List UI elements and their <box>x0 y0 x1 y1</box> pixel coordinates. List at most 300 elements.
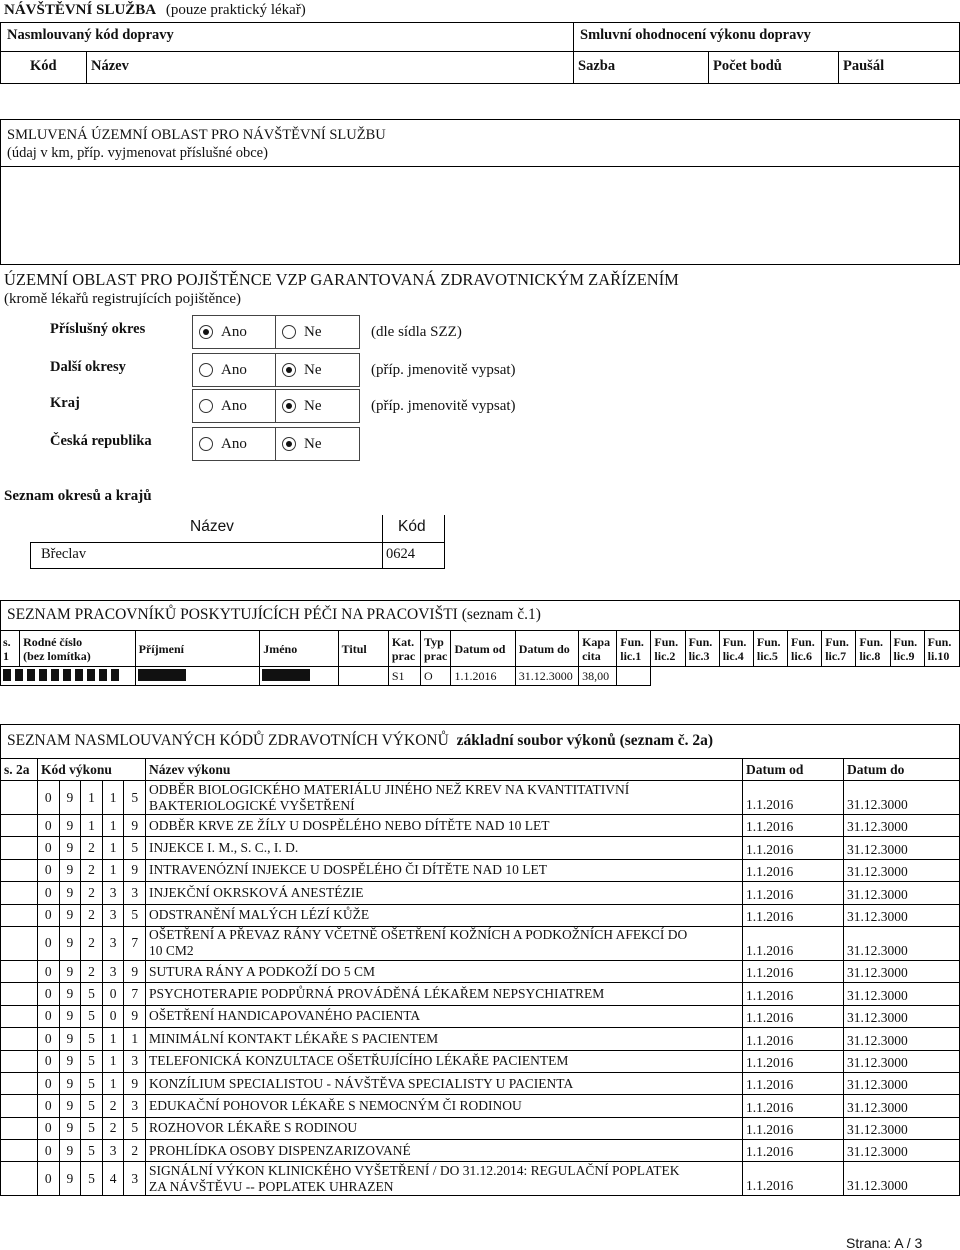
radio-ne-label: Ne <box>304 435 322 452</box>
cell-datum-od: 1.1.2016 <box>743 859 844 881</box>
radio-ne[interactable] <box>276 389 360 423</box>
kody-title <box>7 732 713 750</box>
cell-s2a <box>1 983 38 1005</box>
cell-datum-do: 31.12.3000 <box>844 1005 960 1027</box>
redacted-block <box>111 669 119 681</box>
cell-s2a <box>1 926 38 960</box>
code-digit: 1 <box>102 859 124 881</box>
code-digit: 3 <box>124 882 146 904</box>
redacted-prijmeni <box>135 667 260 686</box>
h-rc1: Rodné číslo <box>23 634 83 649</box>
code-digit: 5 <box>124 837 146 859</box>
h-fun-1 <box>617 631 651 667</box>
code-digit: 9 <box>124 1072 146 1094</box>
code-digit: 9 <box>124 859 146 881</box>
cell-datum-do: 31.12.3000 <box>844 837 960 859</box>
h-nazev-vykonu: Název výkonu <box>146 759 743 781</box>
redacted-block <box>99 669 107 681</box>
cell-s2a <box>1 1005 38 1027</box>
radio-ano-label: Ano <box>221 361 247 378</box>
code-digit: 9 <box>59 1005 81 1027</box>
code-digit: 9 <box>59 1095 81 1117</box>
cell-nazev-vykonu <box>146 837 743 859</box>
code-digit: 9 <box>124 815 146 837</box>
radio-ne[interactable] <box>276 353 360 387</box>
code-digit: 5 <box>81 1095 103 1117</box>
h-datum-od: Datum od <box>743 759 844 781</box>
redacted-block <box>27 669 35 681</box>
nazev-line1: SIGNÁLNÍ VÝKON KLINICKÉHO VYŠETŘENÍ / DO 31.12.2014: REGULAČNÍ POPLATEK <box>149 1162 680 1178</box>
redacted-block <box>15 669 23 681</box>
code-digit: 9 <box>59 1050 81 1072</box>
cell-datum-od: 1.1.2016 <box>743 1140 844 1162</box>
radio-group-dalsi-okresy <box>192 353 360 387</box>
code-digit: 0 <box>38 882 60 904</box>
cell-datum-do: 31.12.3000 <box>844 983 960 1005</box>
h-fun-6 <box>788 631 822 667</box>
smluvena-line2: (údaj v km, příp. vyjmenovat příslušné obce) <box>7 145 268 161</box>
h-rc2: (bez lomítka) <box>23 648 91 663</box>
pracovnici-title: SEZNAM PRACOVNÍKŮ POSKYTUJÍCÍCH PÉČI NA PRACOVIŠTI (seznam č.1) <box>7 606 541 623</box>
code-digit: 3 <box>102 904 124 926</box>
code-digit: 9 <box>124 1005 146 1027</box>
code-digit: 9 <box>59 1140 81 1162</box>
cell-datum-od: 1.1.2016 <box>743 1095 844 1117</box>
code-digit: 0 <box>38 1050 60 1072</box>
code-digit: 0 <box>38 859 60 881</box>
radio-empty-icon <box>199 363 213 377</box>
radio-group-cr <box>192 427 360 461</box>
empty-area <box>651 667 960 686</box>
datum-od-cell: 1.1.2016 <box>451 667 515 686</box>
cell-datum-do: 31.12.3000 <box>844 1095 960 1117</box>
radio-empty-icon <box>199 437 213 451</box>
smluvena-oblast-label <box>7 126 386 162</box>
radio-selected-icon <box>282 437 296 451</box>
h-kapa1: Kapa <box>582 634 611 649</box>
h-datum-do: Datum do <box>515 631 578 667</box>
h-datum-od: Datum od <box>451 631 515 667</box>
code-digit: 9 <box>59 1028 81 1050</box>
redacted-block <box>51 669 59 681</box>
lic: li.10 <box>927 648 950 663</box>
note-jmenovite-2: (příp. jmenovitě vypsat) <box>371 398 516 414</box>
code-digit: 5 <box>81 1162 103 1196</box>
code-digit: 0 <box>38 837 60 859</box>
table-row <box>1 960 960 982</box>
code-digit: 2 <box>81 859 103 881</box>
cell-nazev-vykonu <box>146 1117 743 1139</box>
code-digit: 5 <box>81 1140 103 1162</box>
table-row <box>1 781 960 815</box>
h-s1 <box>1 631 20 667</box>
cell-datum-do: 31.12.3000 <box>844 1072 960 1094</box>
code-digit: 3 <box>102 1140 124 1162</box>
code-digit: 9 <box>59 1072 81 1094</box>
fun: Fun. <box>893 634 918 649</box>
kody-title-normal: SEZNAM NASMLOUVANÝCH KÓDŮ ZDRAVOTNÍCH VÝKONŮ <box>7 732 449 749</box>
code-digit: 5 <box>124 904 146 926</box>
kat-cell: S1 <box>388 667 420 686</box>
h-fun-10 <box>924 631 959 667</box>
h-fun-5 <box>753 631 787 667</box>
code-digit: 2 <box>81 960 103 982</box>
lic: lic.5 <box>756 648 778 663</box>
radio-ano[interactable] <box>192 315 276 349</box>
code-digit: 0 <box>38 983 60 1005</box>
code-digit: 0 <box>38 904 60 926</box>
titul-cell <box>338 667 388 686</box>
nazev-line1: TELEFONICKÁ KONZULTACE OŠETŘUJÍCÍHO LÉKAŘE PACIENTEM <box>149 1053 569 1069</box>
cell-s2a <box>1 1095 38 1117</box>
radio-group-prislusny-okres <box>192 315 360 349</box>
col-pausal: Paušál <box>843 58 885 74</box>
cell-nazev-vykonu <box>146 882 743 904</box>
table-row <box>1 1072 960 1094</box>
cell-datum-od: 1.1.2016 <box>743 1005 844 1027</box>
code-digit: 0 <box>102 1005 124 1027</box>
nazev-line1: ODBĚR BIOLOGICKÉHO MATERIÁLU JINÉHO NEŽ KREV NA KVANTITATIVNÍ <box>149 781 630 797</box>
cell-datum-do: 31.12.3000 <box>844 815 960 837</box>
radio-ano-label: Ano <box>221 435 247 452</box>
code-digit: 3 <box>124 1095 146 1117</box>
cell-nazev-vykonu <box>146 1028 743 1050</box>
code-digit: 9 <box>59 926 81 960</box>
h-typ2: prac <box>424 648 448 663</box>
label-dalsi-okresy: Další okresy <box>50 359 126 375</box>
cell-datum-od: 1.1.2016 <box>743 1117 844 1139</box>
redacted-block <box>75 669 83 681</box>
nazev-line1: PROHLÍDKA OSOBY DISPENZARIZOVANÉ <box>149 1142 411 1158</box>
table-row <box>1 1095 960 1117</box>
cell-datum-od: 1.1.2016 <box>743 926 844 960</box>
code-digit: 1 <box>102 1028 124 1050</box>
cell-datum-od: 1.1.2016 <box>743 1072 844 1094</box>
fun: Fun. <box>620 634 644 649</box>
h-fun-4 <box>719 631 753 667</box>
fun: Fun. <box>654 634 679 649</box>
code-digit: 5 <box>124 1117 146 1139</box>
cell-datum-do: 31.12.3000 <box>844 904 960 926</box>
cell-nazev-vykonu <box>146 1162 743 1196</box>
cell-nazev-vykonu <box>146 1005 743 1027</box>
cell-datum-do: 31.12.3000 <box>844 882 960 904</box>
cell-datum-do: 31.12.3000 <box>844 926 960 960</box>
code-digit: 9 <box>59 1162 81 1196</box>
nazev-line1: OŠETŘENÍ A PŘEVAZ RÁNY VČETNĚ OŠETŘENÍ KOŽNÍCH A PODKOŽNÍCH AFEKCÍ DO <box>149 927 688 943</box>
cell-s2a <box>1 960 38 982</box>
nazev-line1: ROZHOVOR LÉKAŘE S RODINOU <box>149 1120 358 1136</box>
fun: Fun. <box>756 634 781 649</box>
radio-group-kraj <box>192 389 360 423</box>
fun-cell <box>617 667 651 686</box>
code-digit: 5 <box>81 1028 103 1050</box>
code-digit: 1 <box>102 1050 124 1072</box>
code-digit: 5 <box>81 1005 103 1027</box>
h-prijmeni: Příjmení <box>135 631 260 667</box>
h-fun-2 <box>651 631 685 667</box>
h-titul: Titul <box>338 631 388 667</box>
code-digit: 0 <box>38 926 60 960</box>
h-typ1: Typ <box>424 634 444 649</box>
cell-s2a <box>1 859 38 881</box>
cell-datum-do: 31.12.3000 <box>844 1050 960 1072</box>
table-row <box>1 1050 960 1072</box>
nazev-line2: ZA NÁVŠTĚVU -- POPLATEK UHRAZEN <box>149 1178 394 1194</box>
datum-do-cell: 31.12.3000 <box>515 667 578 686</box>
radio-ano[interactable] <box>192 389 276 423</box>
lic: lic.4 <box>722 648 744 663</box>
cell-datum-od: 1.1.2016 <box>743 904 844 926</box>
nazev-line1: OŠETŘENÍ HANDICAPOVANÉHO PACIENTA <box>149 1008 421 1024</box>
table-row <box>1 882 960 904</box>
cell-datum-do: 31.12.3000 <box>844 1140 960 1162</box>
cell-s2a <box>1 1028 38 1050</box>
cell-nazev-vykonu <box>146 904 743 926</box>
redacted-block <box>63 669 71 681</box>
code-digit: 1 <box>102 837 124 859</box>
code-digit: 0 <box>38 1005 60 1027</box>
radio-ne-label: Ne <box>304 361 322 378</box>
label-kraj: Kraj <box>50 395 80 411</box>
code-digit: 0 <box>38 1095 60 1117</box>
nazev-line1: INTRAVENÓZNÍ INJEKCE U DOSPĚLÉHO ČI DÍTĚTE NAD 10 LET <box>149 862 547 878</box>
code-digit: 5 <box>81 1050 103 1072</box>
radio-empty-icon <box>199 399 213 413</box>
code-digit: 9 <box>59 882 81 904</box>
cell-datum-od: 1.1.2016 <box>743 1162 844 1196</box>
nazev-line2: BAKTERIOLOGICKÉ VYŠETŘENÍ <box>149 797 355 813</box>
code-digit: 1 <box>81 781 103 815</box>
code-digit: 9 <box>59 904 81 926</box>
h-fun-9 <box>890 631 924 667</box>
cell-nazev-vykonu <box>146 859 743 881</box>
code-digit: 1 <box>102 781 124 815</box>
cell-datum-od: 1.1.2016 <box>743 882 844 904</box>
nazev-line1: KONZÍLIUM SPECIALISTOU - NÁVŠTĚVA SPECIALISTY U PACIENTA <box>149 1075 574 1091</box>
h-kod-vykonu: Kód výkonu <box>38 759 146 781</box>
h-fun-7 <box>822 631 856 667</box>
page-number: Strana: A / 3 <box>846 1235 923 1250</box>
h-kapacita <box>579 631 617 667</box>
nazev-line1: EDUKAČNÍ POHOVOR LÉKAŘE S NEMOCNÝM ČI RODINOU <box>149 1097 522 1113</box>
note-jmenovite-1: (příp. jmenovitě vypsat) <box>371 362 516 378</box>
cell-nazev-vykonu <box>146 926 743 960</box>
okres-nazev: Břeclav <box>41 546 87 562</box>
redacted-block <box>262 669 310 681</box>
redacted-block <box>87 669 95 681</box>
okresy-title: Seznam okresů a krajů <box>4 488 152 504</box>
code-digit: 1 <box>102 815 124 837</box>
code-digit: 0 <box>38 1117 60 1139</box>
cell-datum-od: 1.1.2016 <box>743 781 844 815</box>
nazev-line2: 10 CM2 <box>149 943 194 959</box>
table-row <box>1 1005 960 1027</box>
code-digit: 5 <box>81 983 103 1005</box>
radio-selected-icon <box>282 363 296 377</box>
table-row <box>1 904 960 926</box>
code-digit: 9 <box>59 960 81 982</box>
lic: lic.7 <box>825 648 847 663</box>
kody-table <box>0 758 960 1196</box>
okresy-h-kod: Kód <box>398 518 426 535</box>
cell-s2a <box>1 1140 38 1162</box>
h-jmeno: Jméno <box>260 631 338 667</box>
redacted-jmeno <box>260 667 338 686</box>
code-digit: 0 <box>38 1140 60 1162</box>
navstevni-subtitle: (pouze praktický lékař) <box>165 2 306 18</box>
code-digit: 9 <box>59 859 81 881</box>
lic: lic.1 <box>620 648 642 663</box>
redacted-block <box>3 669 11 681</box>
uzemni-title: ÚZEMNÍ OBLAST PRO POJIŠTĚNCE VZP GARANTOVANÁ ZDRAVOTNICKÝM ZAŘÍZENÍM <box>4 270 679 289</box>
cell-datum-do: 31.12.3000 <box>844 1117 960 1139</box>
cell-nazev-vykonu <box>146 815 743 837</box>
h-fun-8 <box>856 631 890 667</box>
code-digit: 7 <box>124 983 146 1005</box>
lic: lic.6 <box>791 648 813 663</box>
cell-datum-od: 1.1.2016 <box>743 1050 844 1072</box>
code-digit: 0 <box>102 983 124 1005</box>
nazev-line1: INJEKČNÍ OKRSKOVÁ ANESTÉZIE <box>149 884 364 900</box>
col-sazba: Sazba <box>578 58 616 74</box>
code-digit: 7 <box>124 926 146 960</box>
h-typ <box>421 631 451 667</box>
lic: lic.2 <box>654 648 676 663</box>
cell-datum-do: 31.12.3000 <box>844 1028 960 1050</box>
radio-ano-label: Ano <box>221 397 247 414</box>
table-row <box>1 1140 960 1162</box>
radio-empty-icon <box>282 325 296 339</box>
kapacita-cell: 38,00 <box>579 667 617 686</box>
section-title <box>4 2 306 19</box>
radio-ne-label: Ne <box>304 323 322 340</box>
code-digit: 9 <box>124 960 146 982</box>
cell-datum-od: 1.1.2016 <box>743 837 844 859</box>
uzemni-subtitle: (kromě lékařů registrujících pojištěnce) <box>4 291 241 307</box>
radio-ne-label: Ne <box>304 397 322 414</box>
redacted-block <box>138 669 186 681</box>
table-row <box>1 859 960 881</box>
code-digit: 0 <box>38 1028 60 1050</box>
radio-ano[interactable] <box>192 427 276 461</box>
code-digit: 9 <box>59 837 81 859</box>
cell-nazev-vykonu <box>146 983 743 1005</box>
h-s2a: s. 2a <box>1 759 38 781</box>
h-datum-do: Datum do <box>844 759 960 781</box>
table-row <box>1 1117 960 1139</box>
table-row <box>1 837 960 859</box>
note-dle-sidla: (dle sídla SZZ) <box>371 324 462 340</box>
lic: lic.9 <box>893 648 915 663</box>
code-digit: 0 <box>38 781 60 815</box>
cell-s2a <box>1 882 38 904</box>
radio-ano-label: Ano <box>221 323 247 340</box>
code-digit: 3 <box>102 882 124 904</box>
okres-kod: 0624 <box>386 546 415 562</box>
fun: Fun. <box>791 634 815 649</box>
fun: Fun. <box>688 634 713 649</box>
redacted-rodne-cislo <box>1 667 136 686</box>
code-digit: 2 <box>124 1140 146 1162</box>
fun: Fun. <box>927 634 952 649</box>
radio-ne[interactable] <box>276 427 360 461</box>
nazev-line1: ODSTRANĚNÍ MALÝCH LÉZÍ KŮŽE <box>149 907 370 923</box>
code-digit: 3 <box>102 960 124 982</box>
lic: lic.3 <box>688 648 710 663</box>
nazev-line1: MINIMÁLNÍ KONTAKT LÉKAŘE S PACIENTEM <box>149 1030 439 1046</box>
cell-s2a <box>1 815 38 837</box>
code-digit: 3 <box>124 1162 146 1196</box>
code-digit: 5 <box>81 1117 103 1139</box>
cell-datum-od: 1.1.2016 <box>743 960 844 982</box>
okresy-h-nazev: Název <box>190 518 234 535</box>
cell-s2a <box>1 904 38 926</box>
table-row <box>1 983 960 1005</box>
cell-s2a <box>1 1162 38 1196</box>
table-row <box>1 926 960 960</box>
radio-selected-icon <box>282 399 296 413</box>
code-digit: 1 <box>102 1072 124 1094</box>
table-row <box>1 1028 960 1050</box>
cell-nazev-vykonu <box>146 1095 743 1117</box>
cell-s2a <box>1 837 38 859</box>
code-digit: 9 <box>59 1117 81 1139</box>
code-digit: 9 <box>59 781 81 815</box>
nazev-line1: SUTURA RÁNY A PODKOŽÍ DO 5 CM <box>149 963 376 979</box>
code-digit: 0 <box>38 1162 60 1196</box>
fun: Fun. <box>859 634 884 649</box>
h-kat1: Kat. <box>391 634 415 649</box>
nazev-line1: ODBĚR KRVE ZE ŽÍLY U DOSPĚLÉHO NEBO DÍTĚTE NAD 10 LET <box>149 817 550 833</box>
code-digit: 0 <box>38 815 60 837</box>
fun: Fun. <box>825 634 849 649</box>
radio-selected-icon <box>199 325 213 339</box>
radio-ne[interactable] <box>276 315 360 349</box>
cell-nazev-vykonu <box>146 960 743 982</box>
cell-nazev-vykonu <box>146 1072 743 1094</box>
code-digit: 1 <box>124 1028 146 1050</box>
h-kat <box>388 631 420 667</box>
h-kapa2: cita <box>582 648 601 663</box>
cell-s2a <box>1 1050 38 1072</box>
radio-ano[interactable] <box>192 353 276 387</box>
code-digit: 3 <box>102 926 124 960</box>
code-digit: 2 <box>81 926 103 960</box>
table-row <box>1 1162 960 1196</box>
code-digit: 5 <box>81 1072 103 1094</box>
kody-title-bold: základní soubor výkonů (seznam č. 2a) <box>456 732 714 749</box>
h-s1-b: 1 <box>3 648 9 663</box>
code-digit: 1 <box>81 815 103 837</box>
cell-nazev-vykonu <box>146 1140 743 1162</box>
col-kod: Kód <box>30 58 57 74</box>
nazev-line1: INJEKCE I. M., S. C., I. D. <box>149 840 299 856</box>
code-digit: 9 <box>59 983 81 1005</box>
cell-datum-do: 31.12.3000 <box>844 1162 960 1196</box>
code-digit: 2 <box>81 882 103 904</box>
h-fun-3 <box>685 631 719 667</box>
h-s1-a: s. <box>3 634 11 649</box>
code-digit: 2 <box>102 1117 124 1139</box>
cell-s2a <box>1 1117 38 1139</box>
cell-datum-do: 31.12.3000 <box>844 781 960 815</box>
redacted-block <box>39 669 47 681</box>
lic: lic.8 <box>859 648 881 663</box>
cell-datum-od: 1.1.2016 <box>743 983 844 1005</box>
smluvni-ohodnoceni-label: Smluvní ohodnocení výkonu dopravy <box>580 27 811 43</box>
h-kat2: prac <box>391 648 416 663</box>
